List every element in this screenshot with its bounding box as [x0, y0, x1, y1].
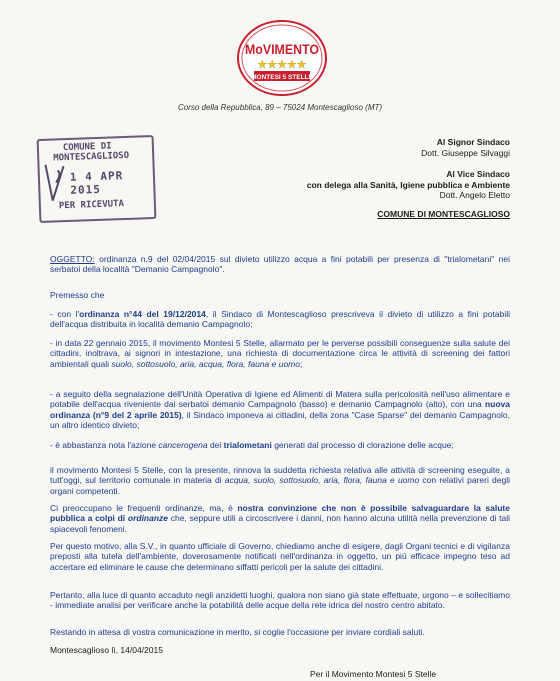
movimento-logo	[236, 18, 328, 98]
signature-text: Per il Movimento Montesi 5 Stelle	[310, 669, 437, 679]
subject-label: OGGETTO:	[50, 254, 95, 264]
logo-stars: ★★★★★	[257, 58, 307, 71]
subject-line	[50, 254, 510, 275]
recipient-1-name: Dott. Giuseppe Silvaggi	[421, 147, 510, 158]
paragraph-1-c: con relativi pareri degli organi competenti.	[50, 475, 510, 496]
bullet-4	[50, 440, 510, 450]
recipient-1-title: Al Signor Sindaco	[436, 137, 510, 147]
recipient-2-name: Dott. Angelo Eletto	[439, 190, 510, 200]
premesso-heading	[50, 290, 510, 300]
paragraph-5-text: Restando in attesa di vostra comunicazione in merito, si coglie l'occasione per inviare cordiali saluti.	[50, 627, 425, 637]
stamp-footer: PER RICEVUTA	[58, 199, 125, 212]
bullet-2-b: suolo, sottosuolo, aria, acqua, flora, fauna e uomo	[111, 358, 300, 369]
recipient-2-role: con delega alla Sanità, Igiene pubblica e Ambiente	[306, 179, 510, 190]
bullet-4-a: - è abbastanza nota l'azione	[50, 440, 159, 450]
stamp-signature-mark	[41, 160, 71, 207]
paragraph-1	[50, 465, 510, 496]
bullet-1-a: - con l'	[50, 309, 80, 319]
paragraph-3-text: Per questo motivo, alla S.V., in quanto ufficiale di Governo, chiediamo anche di esigere, dagli Organi tecnici e di vigilanza preposti alla tutela dell'ambiente, doverosamente notificati nell'ordinanza in oggetto, un più efficace impegno teso ad accertare ed eliminare le cause che determinano siffatti pericoli per la salute dei cittadini.	[50, 541, 510, 572]
paragraph-2-b: nostra convinzione che non è possibile salvaguardare la salute pubblica a colpi di	[50, 503, 510, 524]
premesso-text: Premesso che	[50, 290, 105, 300]
bullet-4-d: trialometani	[223, 440, 272, 450]
bullet-1-c: , il Sindaco di Montescaglioso prescriveva il divieto di utilizzo a fini potabili dell'acqua distribuita in località demanio Campagnolo;	[50, 309, 510, 330]
logo-word: MoVIMENTO	[245, 41, 320, 57]
paragraph-1-a: il movimento Montesi 5 Stelle, con la presente, rinnova la suddetta richiesta relativa alle attività di screening eseguite, a tutt'oggi, sul territorio comunale in materia di	[50, 465, 510, 486]
bullet-4-b: cancerogena	[158, 440, 208, 450]
bullet-3-c: , il Sindaco imponeva ai cittadini, della zona "Case Sparse" del demanio Campagnolo, un altro identico divieto;	[50, 409, 510, 431]
bullet-4-e: generati dal processo di clorazione delle acque;	[271, 440, 454, 450]
recipient-2-title: Al Vice Sindaco	[446, 169, 510, 179]
paragraph-3	[50, 541, 510, 572]
paragraph-1-b: acqua, suolo, sottosuolo, aria, flora, fauna e uomo	[224, 475, 420, 486]
recipient-vicesindaco	[307, 169, 510, 201]
bullet-4-c: dei	[207, 440, 224, 450]
bullet-3-b: nuova ordinanza (n°9 del 2 aprile 2015)	[50, 399, 510, 420]
bullet-3-a: - a seguito della segnalazione dell'Unità Operativa di Igiene ed Alimenti di Matera sulla pericolosità nell'uso alimentare e potabile dell'acqua riveniente dai serbatoi demanio Campagnolo (basso) e demanio Campagnolo (alto), con una	[50, 389, 510, 410]
stamp-date: 1 4 APR 2015	[69, 169, 124, 197]
stamp-line-1: COMUNE DI	[62, 141, 112, 154]
bullet-1	[50, 309, 510, 330]
bullet-1-b: ordinanza n°44 del 19/12/2014	[79, 309, 206, 319]
paragraph-4	[50, 590, 510, 611]
paragraph-4-text: Pertanto, alla luce di quanto accaduto negli anzidetti luoghi, qualora non siano già state effettuate, urgono – e sollecitiamo - immediate analisi per verificare anche la potabilità delle acque della rete idrica del nostro centro abitato.	[50, 590, 510, 611]
bullet-3	[50, 389, 510, 431]
bullet-2-c: ;	[299, 358, 303, 369]
paragraph-2-c: ordinanze	[127, 513, 169, 524]
date-line	[50, 645, 510, 655]
recipient-sindaco	[421, 137, 510, 158]
bullet-2-a: - in data 22 gennaio 2015, il movimento Montesi 5 Stelle, allarmato per le perverse possibili conseguenze sulla salute dei cittadini, inoltrava, ai signori in intestazione, una richiesta di documentazione circa le attività di screening dei fattori ambientali quali	[50, 338, 510, 369]
recipient-comune	[377, 209, 510, 220]
paragraph-2	[50, 503, 510, 534]
paragraph-5	[50, 627, 510, 637]
reception-stamp	[37, 135, 157, 223]
bullet-2	[50, 338, 510, 369]
recipient-comune-name: COMUNE DI MONTESCAGLIOSO	[377, 209, 510, 219]
date-line-text: Montescaglioso lì, 14/04/2015	[50, 645, 163, 655]
paragraph-2-a: Ci preoccupano le frequenti ordinanze, ma, è	[50, 503, 238, 513]
signature-line	[310, 669, 510, 679]
sender-address: Corso della Repubblica, 89 – 75024 Montescaglioso (MT)	[177, 103, 383, 112]
logo-sub: MONTESI 5 STELLE	[251, 74, 313, 81]
stamp-line-2: MONTESCAGLIOSO	[53, 150, 130, 164]
subject-text: ordinanza n.9 del 02/04/2015 sul divieto utilizzo acqua a fini potabili per presenza di "trialometani" nei serbatoi della località "Demanio Campagnolo".	[50, 254, 510, 275]
paragraph-2-d: che, seppure utili a circoscrivere i danni, non hanno alcuna utilità nella prevenzione di tali spiacevoli fenomeni.	[50, 513, 510, 534]
